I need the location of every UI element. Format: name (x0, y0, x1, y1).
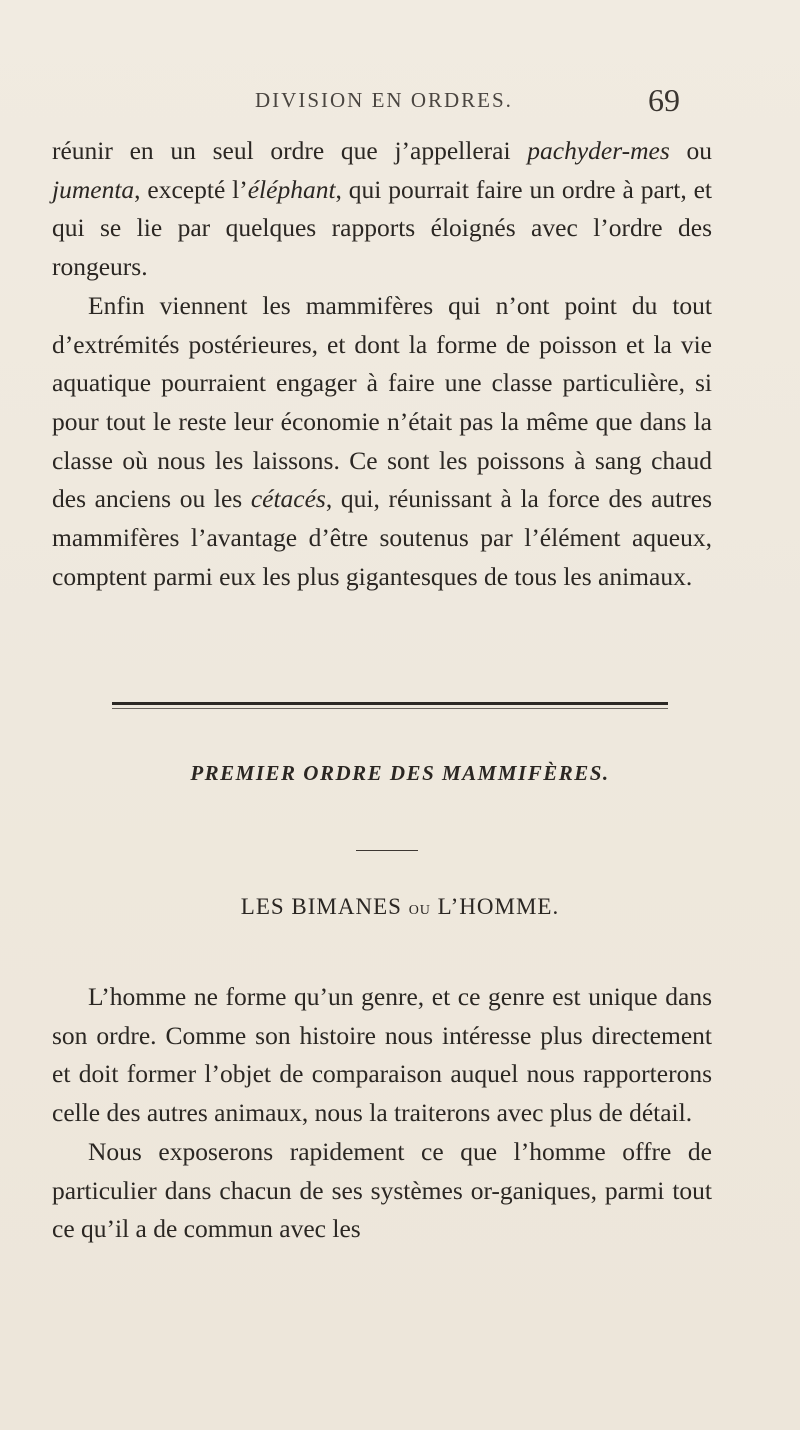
italic-term: cétacés (250, 484, 326, 514)
text-block-top (52, 132, 712, 596)
text-block-bottom (52, 978, 712, 1249)
heading-part: L’HOMME. (437, 894, 560, 919)
paragraph-cetaces (52, 287, 712, 597)
italic-term: éléphant (247, 174, 336, 204)
text-run: , qui, réunissant à la force des autres mammifères l’avantage d’être soutenus par l’élément aqueux, comptent parmi eux les plus gigantesques de tous les animaux. (52, 484, 713, 591)
text-run: , qui pourrait faire un ordre à part, et qui se lie par quelques rapports éloignés avec l’ordre des rongeurs. (52, 174, 712, 282)
text-run: Enfin viennent les mammifères qui n’ont point du tout d’extrémités postérieures, et dont la forme de poisson et la vie aquatique pourraient engager à faire une classe particulière, si pour tout le reste leur économie n’était pas la même que dans la classe où nous les laissons. Ce sont les poissons à sang chaud des anciens ou les (52, 290, 712, 514)
italic-term: pachyder-mes (527, 136, 670, 165)
running-head: DIVISION EN ORDRES. (255, 88, 513, 112)
section-divider-thin (112, 708, 668, 709)
short-divider (356, 850, 418, 851)
paragraph-homme-genre: L’homme ne forme qu’un genre, et ce genre est unique dans son ordre. Comme son histoire nous intéresse plus directement et doit former l’objet de comparaison auquel nous rapporterons celle des autres animaux, nous la traiterons avec plus de détail. (52, 982, 712, 1128)
section-divider-thick (112, 702, 668, 705)
paragraph-systemes: Nous exposerons rapidement ce que l’homme offre de particulier dans chacun de ses systèmes or-ganiques, parmi tout ce qu’il a de commun avec les (52, 1136, 712, 1244)
section-heading (0, 894, 800, 920)
order-heading: PREMIER ORDRE DES MAMMIFÈRES. (190, 761, 610, 785)
page-number: 69 (648, 82, 680, 118)
text-run: , excepté l’ (134, 174, 248, 204)
heading-part: LES BIMANES (240, 894, 402, 919)
heading-conjunction: ou (408, 897, 431, 919)
paragraph-continuation (52, 132, 712, 287)
italic-term: jumenta (52, 174, 135, 204)
text-run: réunir en un seul ordre que j’appellerai (52, 136, 528, 165)
page-header (0, 82, 800, 128)
text-run: ou (669, 136, 712, 165)
